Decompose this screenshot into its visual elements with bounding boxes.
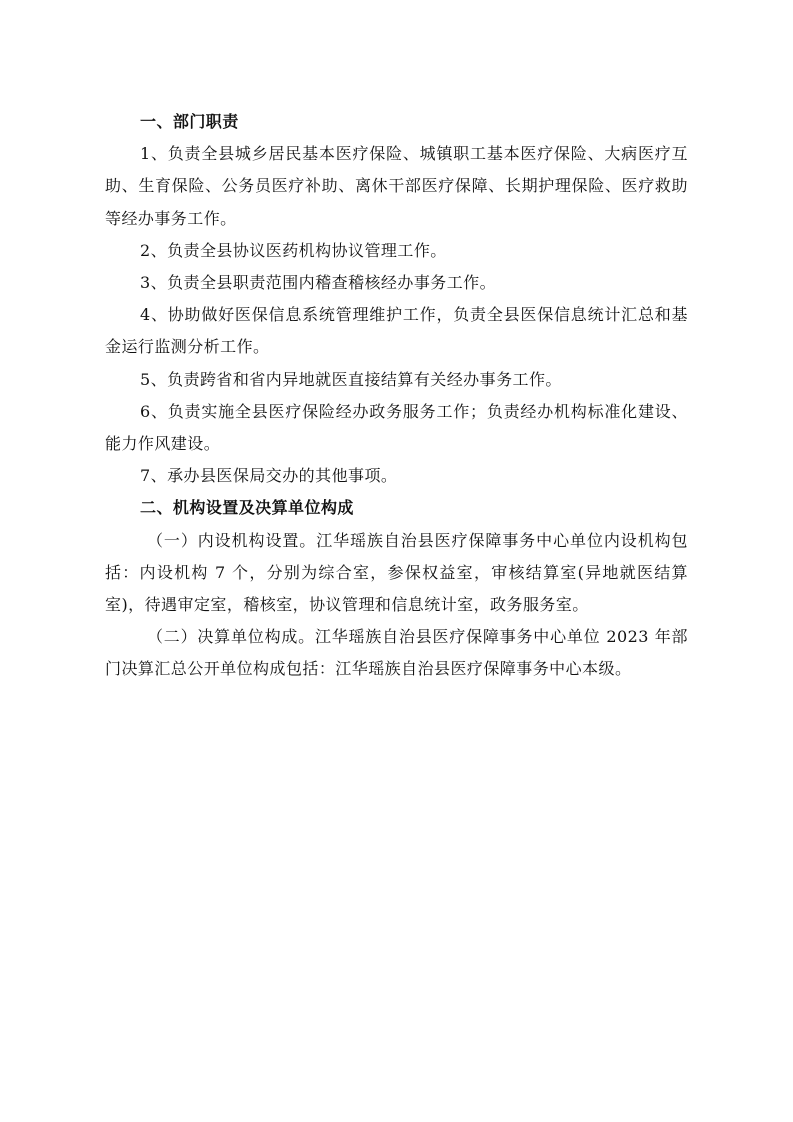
- duty-item-1: 1、负责全县城乡居民基本医疗保险、城镇职工基本医疗保险、大病医疗互助、生育保险、公务员医疗补助、离休干部医疗保障、长期护理保险、医疗救助等经办事务工作。: [105, 144, 688, 228]
- section-heading-structure: 二、机构设置及决算单位构成: [140, 498, 354, 518]
- duty-item-4: 4、协助做好医保信息系统管理维护工作，负责全县医保信息统计汇总和基金运行监测分析工作。: [105, 305, 688, 357]
- document-body: [105, 106, 688, 686]
- duty-item-5: 5、负责跨省和省内异地就医直接结算有关经办事务工作。: [140, 369, 562, 389]
- duty-item-6: 6、负责实施全县医疗保险经办政务服务工作；负责经办机构标准化建设、能力作风建设。: [105, 401, 688, 454]
- structure-item-internal: （一）内设机构设置。江华瑶族自治县医疗保障事务中心单位内设机构包括：内设机构 7 个，分别为综合室，参保权益室，审核结算室(异地就医结算室)，待遇审定室，稽核室，协议管理和信息统计室，政务服务室。: [105, 530, 688, 615]
- duty-item-7: 7、承办县医保局交办的其他事项。: [140, 466, 398, 486]
- section-heading-duties: 一、部门职责: [140, 112, 239, 131]
- duty-item-2: 2、负责全县协议医药机构协议管理工作。: [140, 240, 447, 260]
- structure-item-units: （二）决算单位构成。江华瑶族自治县医疗保障事务中心单位 2023 年部门决算汇总公开单位构成包括：江华瑶族自治县医疗保障事务中心本级。: [105, 627, 688, 679]
- duty-item-3: 3、负责全县职责范围内稽查稽核经办事务工作。: [140, 273, 497, 293]
